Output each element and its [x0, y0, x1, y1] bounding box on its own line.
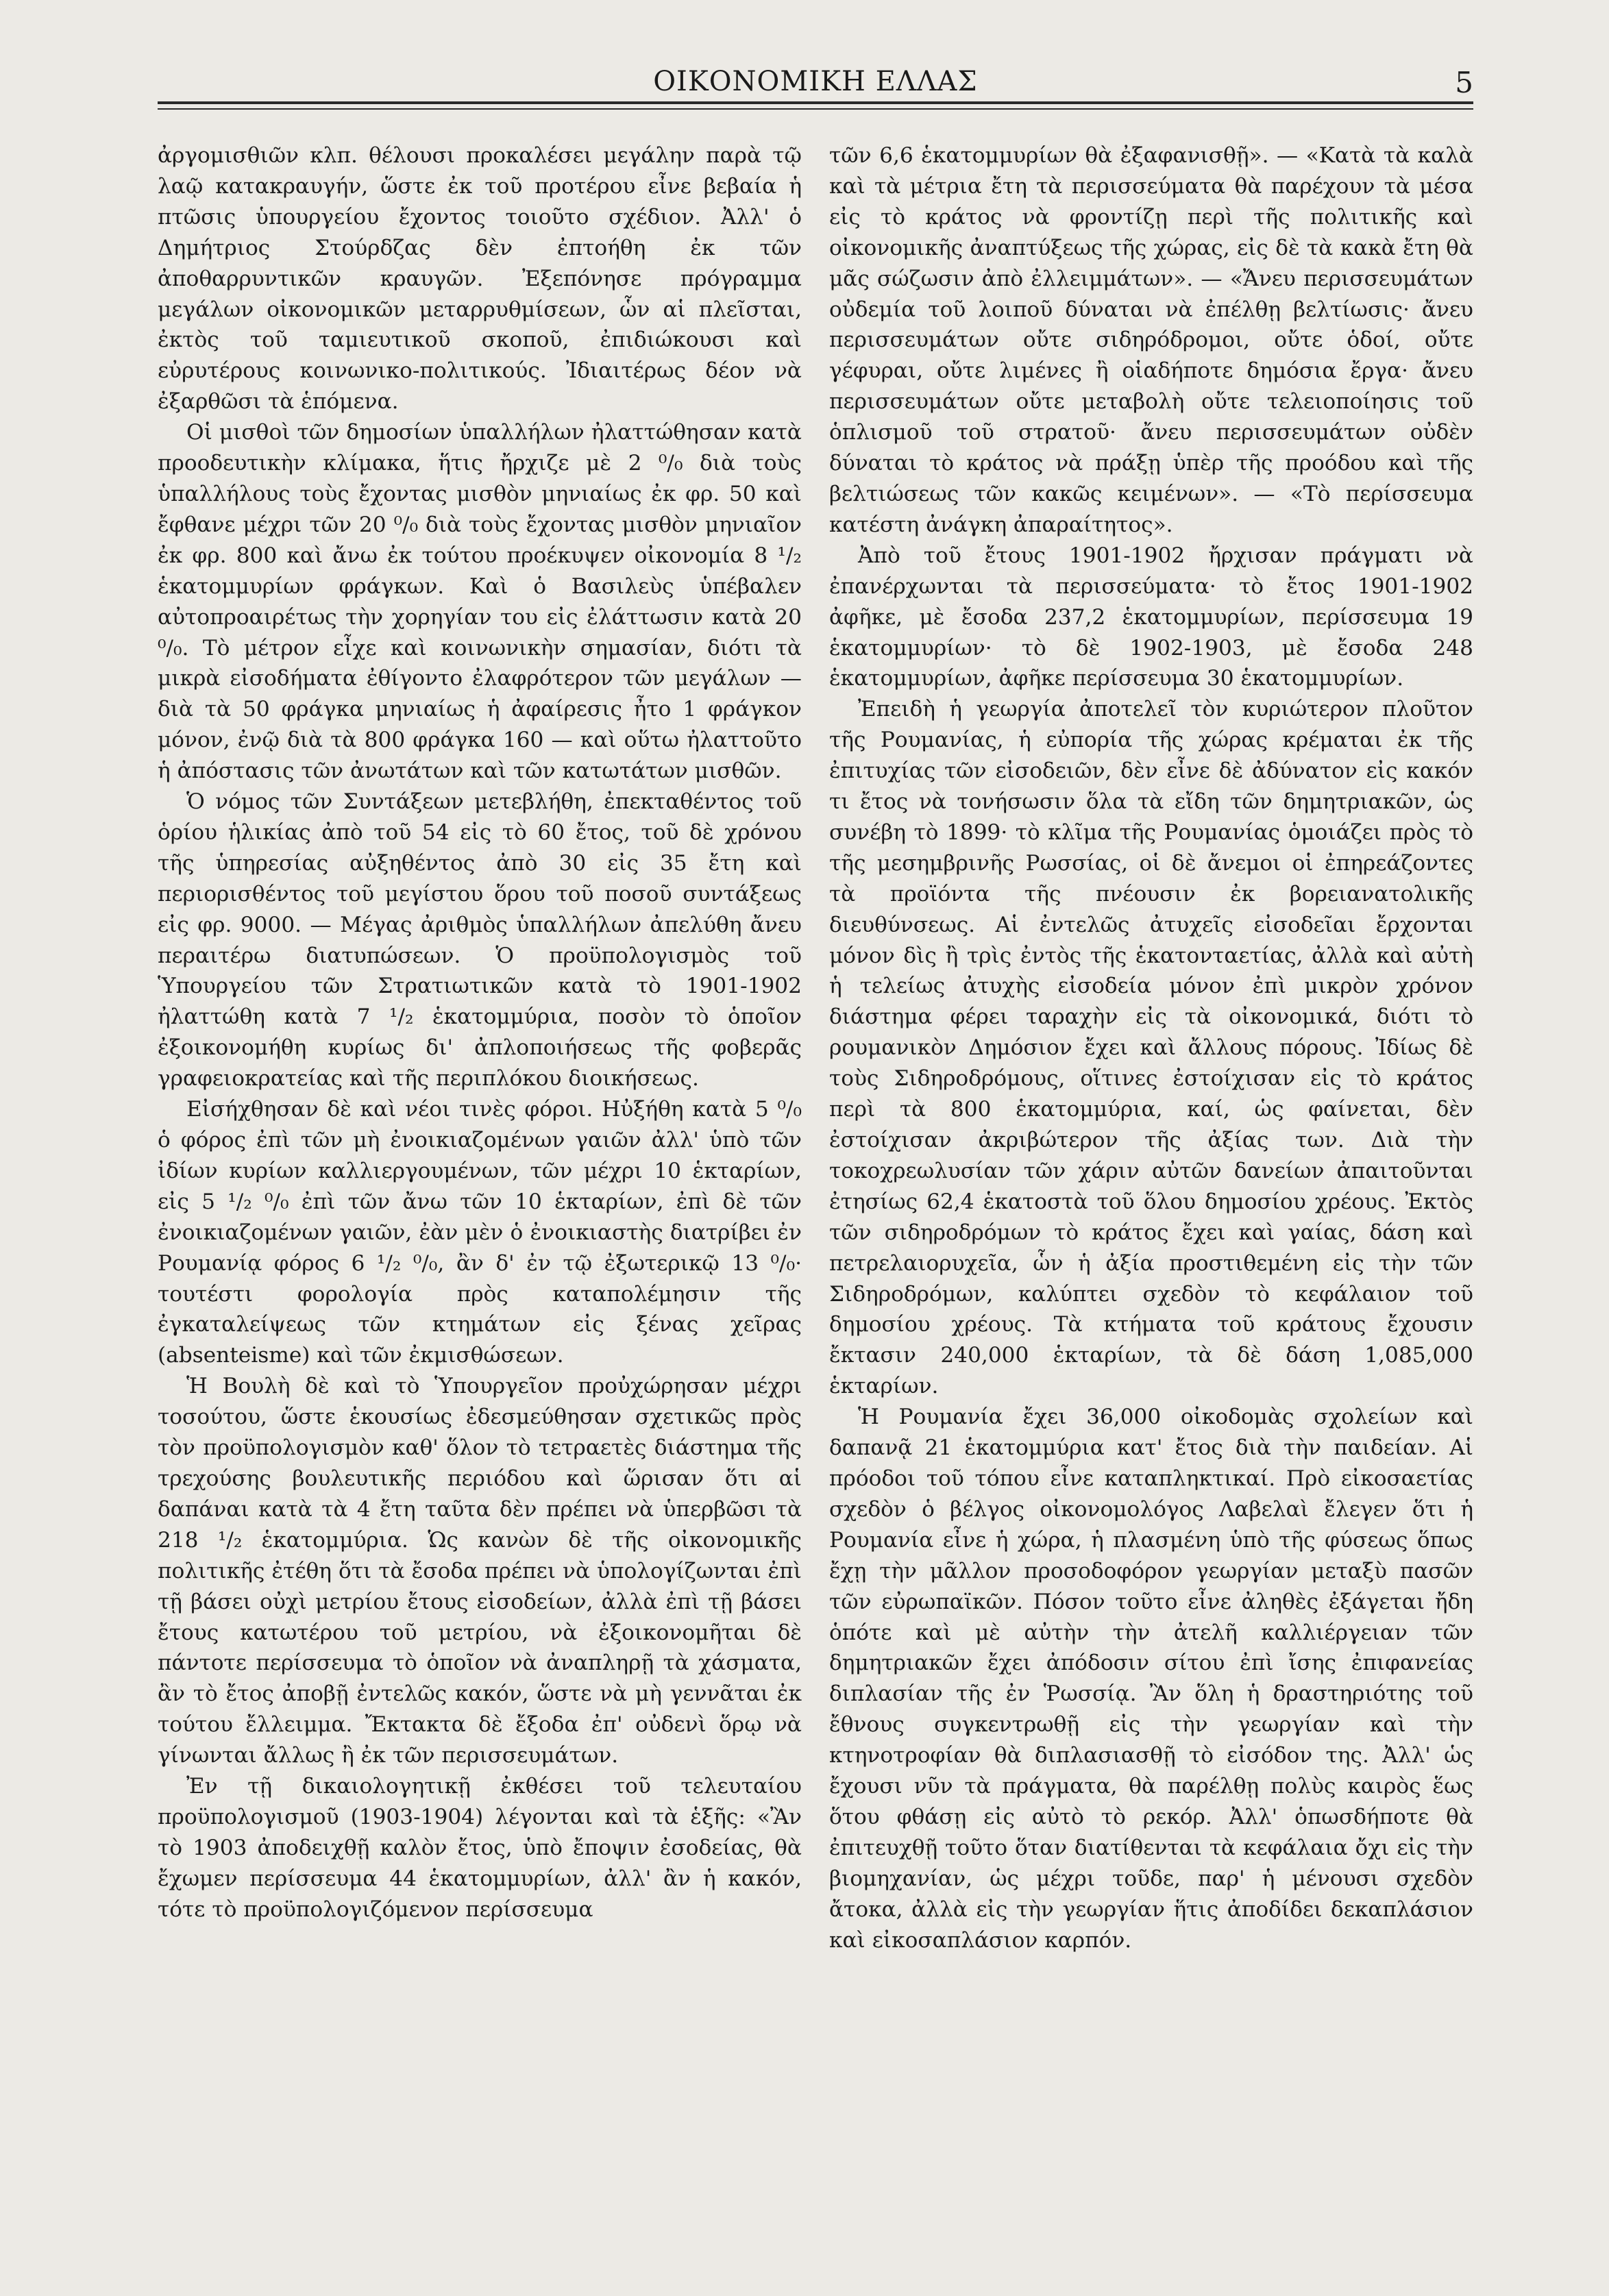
- right-column: [829, 140, 1473, 2230]
- header-rule-thick: [158, 101, 1473, 104]
- paragraph: Ἐν τῇ δικαιολογητικῇ ἐκθέσει τοῦ τελευταίου προϋπολογισμοῦ (1903-1904) λέγονται καὶ τὰ ἑξῆς: «Ἂν τὸ 1903 ἀποδειχθῇ καλὸν ἔτος, ὑπὸ ἔποψιν ἐσοδείας, θὰ ἔχωμεν περίσσευμα 44 ἑκατομμυρίων, ἀλλ' ἂν ἡ κακόν, τότε τὸ προϋπολογιζόμενον περίσσευμα: [158, 1774, 802, 1922]
- paragraph: Ἡ Βουλὴ δὲ καὶ τὸ Ὑπουργεῖον προὐχώρησαν μέχρι τοσούτου, ὥστε ἑκουσίως ἐδεσμεύθησαν σχετικῶς πρὸς τὸν προϋπολογισμὸν καθ' ὅλον τὸ τετραετὲς διάστημα τῆς τρεχούσης βουλευτικῆς περιόδου καὶ ὥρισαν ὅτι αἱ δαπάναι κατὰ τὰ 4 ἔτη ταῦτα δὲν πρέπει νὰ ὑπερβῶσι τὰ 218 ¹/₂ ἑκατομμύρια. Ὡς κανὼν δὲ τῆς οἰκονομικῆς πολιτικῆς ἐτέθη ὅτι τὰ ἔσοδα πρέπει νὰ ὑπολογίζωνται ἐπὶ τῇ βάσει οὐχὶ μετρίου ἔτους εἰσοδείων, ἀλλὰ ἐπὶ τῇ βάσει ἔτους κατωτέρου τοῦ μετρίου, νὰ ἐξοικονομῆται δὲ πάντοτε περίσσευμα τὸ ὁποῖον νὰ ἀναπληρῇ τὰ χάσματα, ἂν τὸ ἔτος ἀποβῇ ἐντελῶς κακόν, ὥστε νὰ μὴ γεννᾶται ἐκ τούτου ἔλλειμμα. Ἔκτακτα δὲ ἔξοδα ἐπ' οὐδενὶ ὅρῳ νὰ γίνωνται ἄλλως ἢ ἐκ τῶν περισσευμάτων.: [158, 1374, 802, 1768]
- paragraph: Ἐπειδὴ ἡ γεωργία ἀποτελεῖ τὸν κυριώτερον πλοῦτον τῆς Ρουμανίας, ἡ εὐπορία τῆς χώρας κρέμαται ἐκ τῆς ἐπιτυχίας τῶν εἰσοδειῶν, δὲν εἶνε δὲ ἀδύνατον εἰς κακόν τι ἔτος νὰ τονήσωσιν ὅλα τὰ εἴδη τῶν δημητριακῶν, ὡς συνέβη τὸ 1899· τὸ κλῖμα τῆς Ρουμανίας ὁμοιάζει πρὸς τὸ τῆς μεσημβρινῆς Ρωσσίας, οἱ δὲ ἄνεμοι οἱ ἐπηρεάζοντες τὰ προϊόντα τῆς πνέουσιν ἐκ βορειανατολικῆς διευθύνσεως. Αἱ ἐντελῶς ἀτυχεῖς εἰσοδεῖαι ἔρχονται μόνον δὶς ἢ τρὶς ἐντὸς τῆς ἑκατονταετίας, ἀλλὰ καὶ αὐτὴ ἡ τελείως ἀτυχὴς εἰσοδεία μόνον ἐπὶ μικρὸν χρόνον διάστημα φέρει ταραχὴν εἰς τὰ οἰκονομικά, διότι τὸ ρουμανικὸν Δημόσιον ἔχει καὶ ἄλλους πόρους. Ἰδίως δὲ τοὺς Σιδηροδρόμους, οἵτινες ἐστοίχισαν εἰς τὸ κράτος περὶ τὰ 800 ἑκατομμύρια, καί, ὡς φαίνεται, δὲν ἐστοίχισαν ἀκριβώτερον τῆς ἀξίας των. Διὰ τὴν τοκοχρεωλυσίαν τῶν χάριν αὐτῶν δανείων ἀπαιτοῦνται ἐτησίως 62,4 ἑκατοστὰ τοῦ ὅλου δημοσίου χρέους. Ἐκτὸς τῶν σιδηροδρόμων τὸ κράτος ἔχει καὶ γαίας, δάση καὶ πετρελαιορυχεῖα, ὧν ἡ ἀξία προστιθεμένη εἰς τὴν τῶν Σιδηροδρόμων, καλύπτει σχεδὸν τὸ κεφάλαιον τοῦ δημοσίου χρέους. Τὰ κτήματα τοῦ κράτους ἔχουσιν ἔκτασιν 240,000 ἑκταρίων, τὰ δὲ δάση 1,085,000 ἑκταρίων.: [829, 697, 1473, 1399]
- paragraph: ἀργομισθιῶν κλπ. θέλουσι προκαλέσει μεγάλην παρὰ τῷ λαῷ κατακραυγήν, ὥστε ἐκ τοῦ προτέρου εἶνε βεβαία ἡ πτῶσις ὑπουργείου ἔχοντος τοιοῦτο σχέδιον. Ἀλλ' ὁ Δημήτριος Στούρδζας δὲν ἐπτοήθη ἐκ τῶν ἀποθαρρυντικῶν κραυγῶν. Ἐξεπόνησε πρόγραμμα μεγάλων οἰκονομικῶν μεταρρυθμίσεων, ὧν αἱ πλεῖσται, ἐκτὸς τοῦ ταμιευτικοῦ σκοποῦ, ἐπιδιώκουσι καὶ εὐρυτέρους κοινωνικο-πολιτικούς. Ἰδιαιτέρως δέον νὰ ἐξαρθῶσι τὰ ἑπόμενα.: [158, 143, 802, 415]
- paragraph: Οἱ μισθοὶ τῶν δημοσίων ὑπαλλήλων ἠλαττώθησαν κατὰ προοδευτικὴν κλίμακα, ἥτις ἤρχιζε μὲ 2 ⁰/₀ διὰ τοὺς ὑπαλλήλους τοὺς ἔχοντας μισθὸν μηνιαίως ἐκ φρ. 50 καὶ ἔφθανε μέχρι τῶν 20 ⁰/₀ διὰ τοὺς ἔχοντας μισθὸν μηνιαῖον ἐκ φρ. 800 καὶ ἄνω ἐκ τούτου προέκυψεν οἰκονομία 8 ¹/₂ ἑκατομμυρίων φράγκων. Καὶ ὁ Βασιλεὺς ὑπέβαλεν αὐτοπροαιρέτως τὴν χορηγίαν του εἰς ἐλάττωσιν κατὰ 20 ⁰/₀. Τὸ μέτρον εἶχε καὶ κοινωνικὴν σημασίαν, διότι τὰ μικρὰ εἰσοδήματα ἐθίγοντο ἐλαφρότερον τῶν μεγάλων — διὰ τὰ 50 φράγκα μηνιαίως ἡ ἀφαίρεσις ἦτο 1 φράγκον μόνον, ἐνῷ διὰ τὰ 800 φράγκα 160 — καὶ οὕτω ἠλαττοῦτο ἡ ἀπόστασις τῶν ἀνωτάτων καὶ τῶν κατωτάτων μισθῶν.: [158, 420, 802, 784]
- page-header: [158, 59, 1473, 100]
- running-title: ΟΙΚΟΝΟΜΙΚΗ ΕΛΛΑΣ: [653, 66, 978, 97]
- page-number: 5: [1455, 66, 1473, 99]
- paragraph: Ἀπὸ τοῦ ἔτους 1901-1902 ἤρχισαν πράγματι νὰ ἐπανέρχωνται τὰ περισσεύματα· τὸ ἔτος 1901-1902 ἀφῆκε, μὲ ἔσοδα 237,2 ἑκατομμυρίων, περίσσευμα 19 ἑκατομμυρίων· τὸ δὲ 1902-1903, μὲ ἔσοδα 248 ἑκατομμυρίων, ἀφῆκε περίσσευμα 30 ἑκατομμυρίων.: [829, 543, 1473, 691]
- paragraph: τῶν 6,6 ἑκατομμυρίων θὰ ἐξαφανισθῇ». — «Κατὰ τὰ καλὰ καὶ τὰ μέτρια ἔτη τὰ περισσεύματα θὰ παρέχουν τὰ μέσα εἰς τὸ κράτος νὰ φροντίζῃ περὶ τῆς πολιτικῆς καὶ οἰκονομικῆς ἀναπτύξεως τῆς χώρας, εἰς δὲ τὰ κακὰ ἔτη θὰ μᾶς σώζωσιν ἀπὸ ἐλλειμμάτων». — «Ἄνευ περισσευμάτων οὐδεμία τοῦ λοιποῦ δύναται νὰ ἐπέλθῃ βελτίωσις· ἄνευ περισσευμάτων οὔτε σιδηρόδρομοι, οὔτε ὁδοί, οὔτε γέφυραι, οὔτε λιμένες ἢ οἱαδήποτε δημόσια ἔργα· ἄνευ περισσευμάτων οὔτε μεταβολὴ οὔτε τελειοποίησις τοῦ ὁπλισμοῦ τοῦ στρατοῦ· ἄνευ περισσευμάτων οὐδὲν δύναται τὸ κράτος νὰ πράξῃ ὑπὲρ τῆς προόδου καὶ τῆς βελτιώσεως τῶν κακῶς κειμένων». — «Τὸ περίσσευμα κατέστη ἀνάγκη ἀπαραίτητος».: [829, 143, 1473, 537]
- paragraph: Ἡ Ρουμανία ἔχει 36,000 οἰκοδομὰς σχολείων καὶ δαπανᾷ 21 ἑκατομμύρια κατ' ἔτος διὰ τὴν παιδείαν. Αἱ πρόοδοι τοῦ τόπου εἶνε καταπληκτικαί. Πρὸ εἰκοσαετίας σχεδὸν ὁ βέλγος οἰκονομολόγος Λαβελαὶ ἔλεγεν ὅτι ἡ Ρουμανία εἶνε ἡ χώρα, ἡ πλασμένη ὑπὸ τῆς φύσεως ὅπως ἔχῃ τὴν μᾶλλον προσοδοφόρον γεωργίαν μεταξὺ πασῶν τῶν εὐρωπαϊκῶν. Πόσον τοῦτο εἶνε ἀληθὲς ἐξάγεται ἤδη ὁπότε καὶ μὲ αὐτὴν τὴν ἀτελῆ καλλιέργειαν τῶν δημητριακῶν ἔχει ἀπόδοσιν σίτου ἐπὶ ἴσης ἐπιφανείας διπλασίαν τῆς ἐν Ῥωσσίᾳ. Ἂν ὅλη ἡ δραστηριότης τοῦ ἔθνους συγκεντρωθῇ εἰς τὴν γεωργίαν καὶ τὴν κτηνοτροφίαν θὰ διπλασιασθῇ τὸ εἰσόδον της. Ἀλλ' ὡς ἔχουσι νῦν τὰ πράγματα, θὰ παρέλθῃ πολὺς καιρὸς ἕως ὅτου φθάσῃ εἰς αὐτὸ τὸ ρεκόρ. Ἀλλ' ὁπωσδήποτε θὰ ἐπιτευχθῇ τοῦτο ὅταν διατίθενται τὰ κεφάλαια ὄχι εἰς τὴν βιομηχανίαν, ὡς μέχρι τοῦδε, παρ' ἡ μένουσι σχεδὸν ἄτοκα, ἀλλὰ εἰς τὴν γεωργίαν ἥτις ἀποδίδει δεκαπλάσιον καὶ εἰκοσαπλάσιον καρπόν.: [829, 1405, 1473, 1953]
- left-column: [158, 140, 802, 2230]
- paragraph: Ὁ νόμος τῶν Συντάξεων μετεβλήθη, ἐπεκταθέντος τοῦ ὁρίου ἡλικίας ἀπὸ τοῦ 54 εἰς τὸ 60 ἔτος, τοῦ δὲ χρόνου τῆς ὑπηρεσίας αὐξηθέντος ἀπὸ 30 εἰς 35 ἔτη καὶ περιορισθέντος τοῦ μεγίστου ὅρου τοῦ ποσοῦ συντάξεως εἰς φρ. 9000. — Μέγας ἀριθμὸς ὑπαλλήλων ἀπελύθη ἄνευ περαιτέρω διατυπώσεων. Ὁ προϋπολογισμὸς τοῦ Ὑπουργείου τῶν Στρατιωτικῶν κατὰ τὸ 1901-1902 ἠλαττώθη κατὰ 7 ¹/₂ ἑκατομμύρια, ποσὸν τὸ ὁποῖον ἐξοικονομήθη κυρίως δι' ἀπλοποιήσεως τῆς φοβερᾶς γραφειοκρατείας καὶ τῆς περιπλόκου διοικήσεως.: [158, 789, 802, 1091]
- paragraph: Εἰσήχθησαν δὲ καὶ νέοι τινὲς φόροι. Ηὐξήθη κατὰ 5 ⁰/₀ ὁ φόρος ἐπὶ τῶν μὴ ἐνοικιαζομένων γαιῶν ἀλλ' ὑπὸ τῶν ἰδίων κυρίων καλλιεργουμένων, τῶν μέχρι 10 ἑκταρίων, εἰς 5 ¹/₂ ⁰/₀ ἐπὶ τῶν ἄνω τῶν 10 ἑκταρίων, ἐπὶ δὲ τῶν ἐνοικιαζομένων γαιῶν, ἐὰν μὲν ὁ ἐνοικιαστὴς διατρίβει ἐν Ρουμανίᾳ φόρος 6 ¹/₂ ⁰/₀, ἂν δ' ἐν τῷ ἐξωτερικῷ 13 ⁰/₀· τουτέστι φορολογία πρὸς καταπολέμησιν τῆς ἐγκαταλείψεως τῶν κτημάτων εἰς ξένας χεῖρας (absenteisme) καὶ τῶν ἐκμισθώσεων.: [158, 1097, 802, 1368]
- header-rule-thin: [158, 108, 1473, 110]
